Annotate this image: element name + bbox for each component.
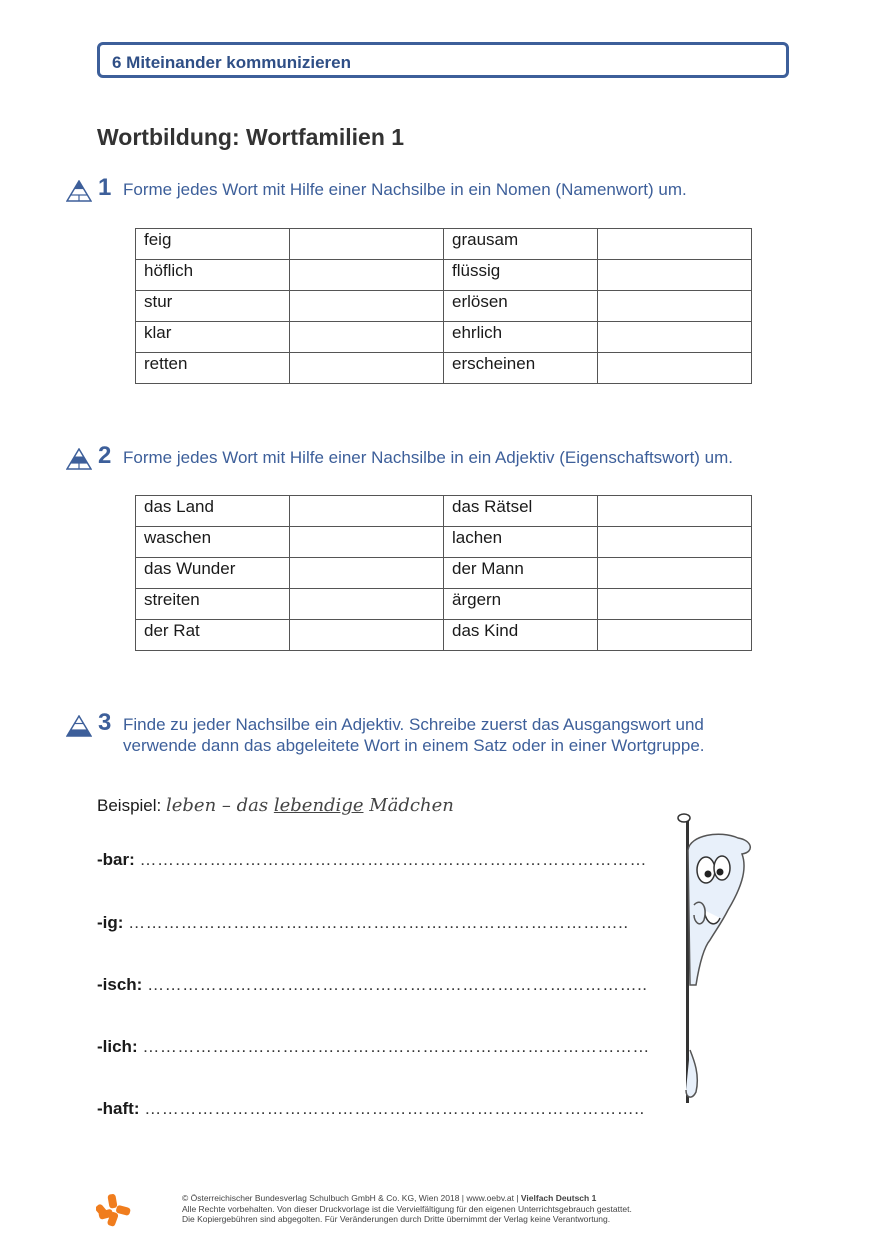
answer-line[interactable]: …………………………………………………………………………… (142, 1037, 650, 1056)
word-cell: das Wunder (136, 558, 290, 589)
word-cell: das Kind (444, 620, 598, 651)
word-cell: klar (136, 322, 290, 353)
table-row (136, 229, 752, 260)
suffix-row-bar[interactable] (97, 850, 647, 870)
footer-book-title: Vielfach Deutsch 1 (520, 1193, 597, 1203)
answer-cell[interactable] (598, 527, 752, 558)
table-row (136, 620, 752, 651)
footer-line-3: Die Kopiergebühren sind abgegolten. Für Veränderungen durch Dritte übernimmt der Verlag keine Verantwortung. (182, 1214, 611, 1224)
chapter-title: 6 Miteinander kommunizieren (112, 53, 351, 72)
adjectives-table (135, 495, 752, 651)
word-cell: retten (136, 353, 290, 384)
table-row (136, 353, 752, 384)
answer-cell[interactable] (598, 496, 752, 527)
footer-line-1 (182, 1193, 632, 1204)
publisher-logo-icon (96, 1192, 132, 1228)
suffix-label: -lich: (97, 1037, 138, 1056)
answer-cell[interactable] (598, 260, 752, 291)
example-part1: leben – das (166, 795, 269, 816)
difficulty-pyramid-icon (66, 715, 92, 737)
word-cell: stur (136, 291, 290, 322)
table-row (136, 589, 752, 620)
word-cell: waschen (136, 527, 290, 558)
answer-cell[interactable] (290, 620, 444, 651)
answer-cell[interactable] (290, 291, 444, 322)
table-row (136, 291, 752, 322)
answer-line[interactable]: ………………………………………………………………………….. (144, 1099, 645, 1118)
example-line (97, 795, 454, 816)
word-cell: flüssig (444, 260, 598, 291)
suffix-row-isch[interactable] (97, 975, 648, 995)
example-underlined: lebendige (273, 795, 364, 816)
task-number: 3 (98, 709, 112, 736)
example-part2: Mädchen (369, 795, 454, 816)
answer-cell[interactable] (598, 558, 752, 589)
ghost-illustration (660, 810, 760, 1110)
word-cell: lachen (444, 527, 598, 558)
word-cell: streiten (136, 589, 290, 620)
task-number: 1 (98, 174, 112, 201)
answer-cell[interactable] (290, 589, 444, 620)
answer-cell[interactable] (598, 291, 752, 322)
suffix-row-haft[interactable] (97, 1099, 645, 1119)
table-row (136, 260, 752, 291)
footer-copyright (182, 1193, 632, 1225)
suffix-label: -isch: (97, 975, 143, 994)
answer-cell[interactable] (290, 353, 444, 384)
answer-cell[interactable] (290, 496, 444, 527)
word-cell: höflich (136, 260, 290, 291)
suffix-label: -bar: (97, 850, 135, 869)
word-cell: ärgern (444, 589, 598, 620)
table-row (136, 496, 752, 527)
word-cell: grausam (444, 229, 598, 260)
task-instruction: Forme jedes Wort mit Hilfe einer Nachsilbe in ein Adjektiv (Eigenschaftswort) um. (123, 448, 734, 467)
answer-cell[interactable] (290, 260, 444, 291)
word-cell: ehrlich (444, 322, 598, 353)
suffix-row-lich[interactable] (97, 1037, 650, 1057)
answer-line[interactable]: …………………………………………………………………………… (139, 850, 648, 869)
difficulty-pyramid-icon (66, 180, 92, 202)
answer-cell[interactable] (598, 353, 752, 384)
difficulty-pyramid-icon (66, 448, 92, 470)
suffix-row-ig[interactable] (97, 913, 629, 933)
word-cell: erscheinen (444, 353, 598, 384)
table-row (136, 558, 752, 589)
answer-line[interactable]: ………………………………………………………………………….. (128, 913, 629, 932)
word-cell: der Rat (136, 620, 290, 651)
answer-cell[interactable] (290, 229, 444, 260)
task-number: 2 (98, 442, 112, 469)
answer-cell[interactable] (290, 527, 444, 558)
page-title: Wortbildung: Wortfamilien 1 (97, 124, 405, 150)
table-row (136, 322, 752, 353)
answer-line[interactable]: ………………………………………………………………………….. (147, 975, 648, 994)
table-row (136, 527, 752, 558)
answer-cell[interactable] (598, 620, 752, 651)
word-cell: das Rätsel (444, 496, 598, 527)
example-label: Beispiel: (97, 796, 162, 815)
suffix-label: -haft: (97, 1099, 140, 1118)
task-instruction: Forme jedes Wort mit Hilfe einer Nachsilbe in ein Nomen (Namenwort) um. (123, 180, 687, 199)
word-cell: das Land (136, 496, 290, 527)
footer-line-2: Alle Rechte vorbehalten. Von dieser Druckvorlage ist die Vervielfältigung für den eigenen Unterrichtsgebrauch gestattet. (182, 1203, 632, 1214)
suffix-label: -ig: (97, 913, 124, 932)
answer-cell[interactable] (290, 558, 444, 589)
answer-cell[interactable] (290, 322, 444, 353)
task-instruction: Finde zu jeder Nachsilbe ein Adjektiv. Schreibe zuerst das Ausgangswort und verwende dann das abgeleitete Wort in einem Satz oder in einer Wortgruppe. (123, 715, 705, 755)
answer-cell[interactable] (598, 589, 752, 620)
chapter-header (97, 42, 789, 78)
word-cell: erlösen (444, 291, 598, 322)
nouns-table (135, 228, 752, 384)
word-cell: feig (136, 229, 290, 260)
example-handwriting (166, 795, 454, 816)
footer-publisher: © Österreichischer Bundesverlag Schulbuch GmbH & Co. KG, Wien 2018 | www.oebv.at | (182, 1193, 519, 1203)
answer-cell[interactable] (598, 229, 752, 260)
word-cell: der Mann (444, 558, 598, 589)
answer-cell[interactable] (598, 322, 752, 353)
